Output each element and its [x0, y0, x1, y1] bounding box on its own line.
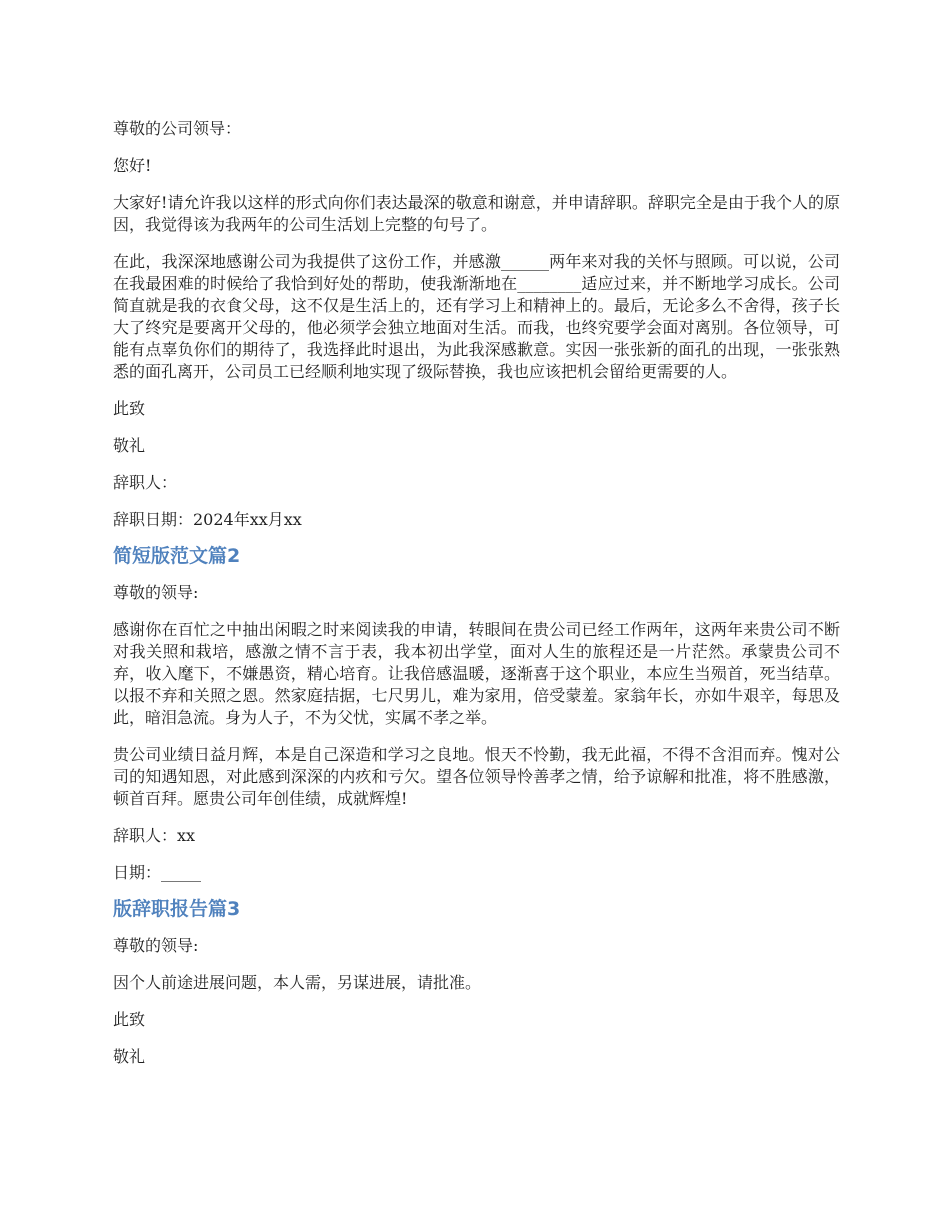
s1-greeting: 您好!: [113, 156, 152, 175]
section-3-heading: 版辞职报告篇3: [113, 898, 241, 920]
s2-signer: 辞职人：xx: [113, 826, 196, 845]
s3-closing-1: 此致: [113, 1010, 146, 1029]
s1-closing-2: 敬礼: [113, 436, 146, 455]
s2-date: 日期：_____: [113, 863, 202, 882]
s2-paragraph-2: 贵公司业绩日益月辉，本是自己深造和学习之良地。恨天不怜勤，我无此福，不得不含泪而弃。愧对公司的知遇知恩，对此感到深深的内疚和亏欠。望各位领导怜善孝之情，给予谅解和批准，将不胜感激，顿首百拜。愿贵公司年创佳绩，成就辉煌!: [113, 745, 840, 808]
s3-salutation: 尊敬的领导:: [113, 936, 199, 955]
s1-salutation: 尊敬的公司领导：: [113, 119, 242, 138]
s1-paragraph-2: 在此，我深深地感谢公司为我提供了这份工作，并感激______两年来对我的关怀与照顾。可以说，公司在我最困难的时候给了我恰到好处的帮助，使我渐渐地在________适应过来，并不断地学习成长。公司简直就是我的衣食父母，这不仅是生活上的，还有学习上和精神上的。最后，无论多么不舍得，孩子长大了终究是要离开父母的，他必须学会独立地面对生活。而我，也终究要学会面对离别。各位领导，可能有点辜负你们的期待了，我选择此时退出，为此我深感歉意。实因一张张新的面孔的出现，一张张熟悉的面孔离开，公司员工已经顺利地实现了级际替换，我也应该把机会留给更需要的人。: [113, 252, 840, 381]
s1-closing-1: 此致: [113, 399, 146, 418]
s3-closing-2: 敬礼: [113, 1047, 146, 1066]
s1-paragraph-1: 大家好!请允许我以这样的形式向你们表达最深的敬意和谢意，并申请辞职。辞职完全是由于我个人的原因，我觉得该为我两年的公司生活划上完整的句号了。: [113, 193, 840, 234]
s2-paragraph-1: 感谢你在百忙之中抽出闲暇之时来阅读我的申请，转眼间在贵公司已经工作两年，这两年来贵公司不断对我关照和栽培，感激之情不言于表，我本初出学堂，面对人生的旅程还是一片茫然。承蒙贵公司不弃，收入麾下，不嫌愚资，精心培育。让我倍感温暖，逐渐喜于这个职业，本应生当殒首，死当结草。以报不弃和关照之恩。然家庭拮据，七尺男儿，难为家用，倍受蒙羞。家翁年长，亦如牛艰辛，每思及此，暗泪急流。身为人子，不为父忧，实属不孝之举。: [113, 620, 840, 727]
s3-paragraph-1: 因个人前途进展问题，本人需，另谋进展，请批准。: [113, 973, 482, 992]
s1-signer: 辞职人：: [113, 473, 178, 492]
section-2-heading: 简短版范文篇2: [113, 545, 241, 567]
s1-date: 辞职日期：2024年xx月xx: [113, 510, 302, 529]
s2-salutation: 尊敬的领导:: [113, 583, 199, 602]
document-page: [113, 118, 840, 1068]
